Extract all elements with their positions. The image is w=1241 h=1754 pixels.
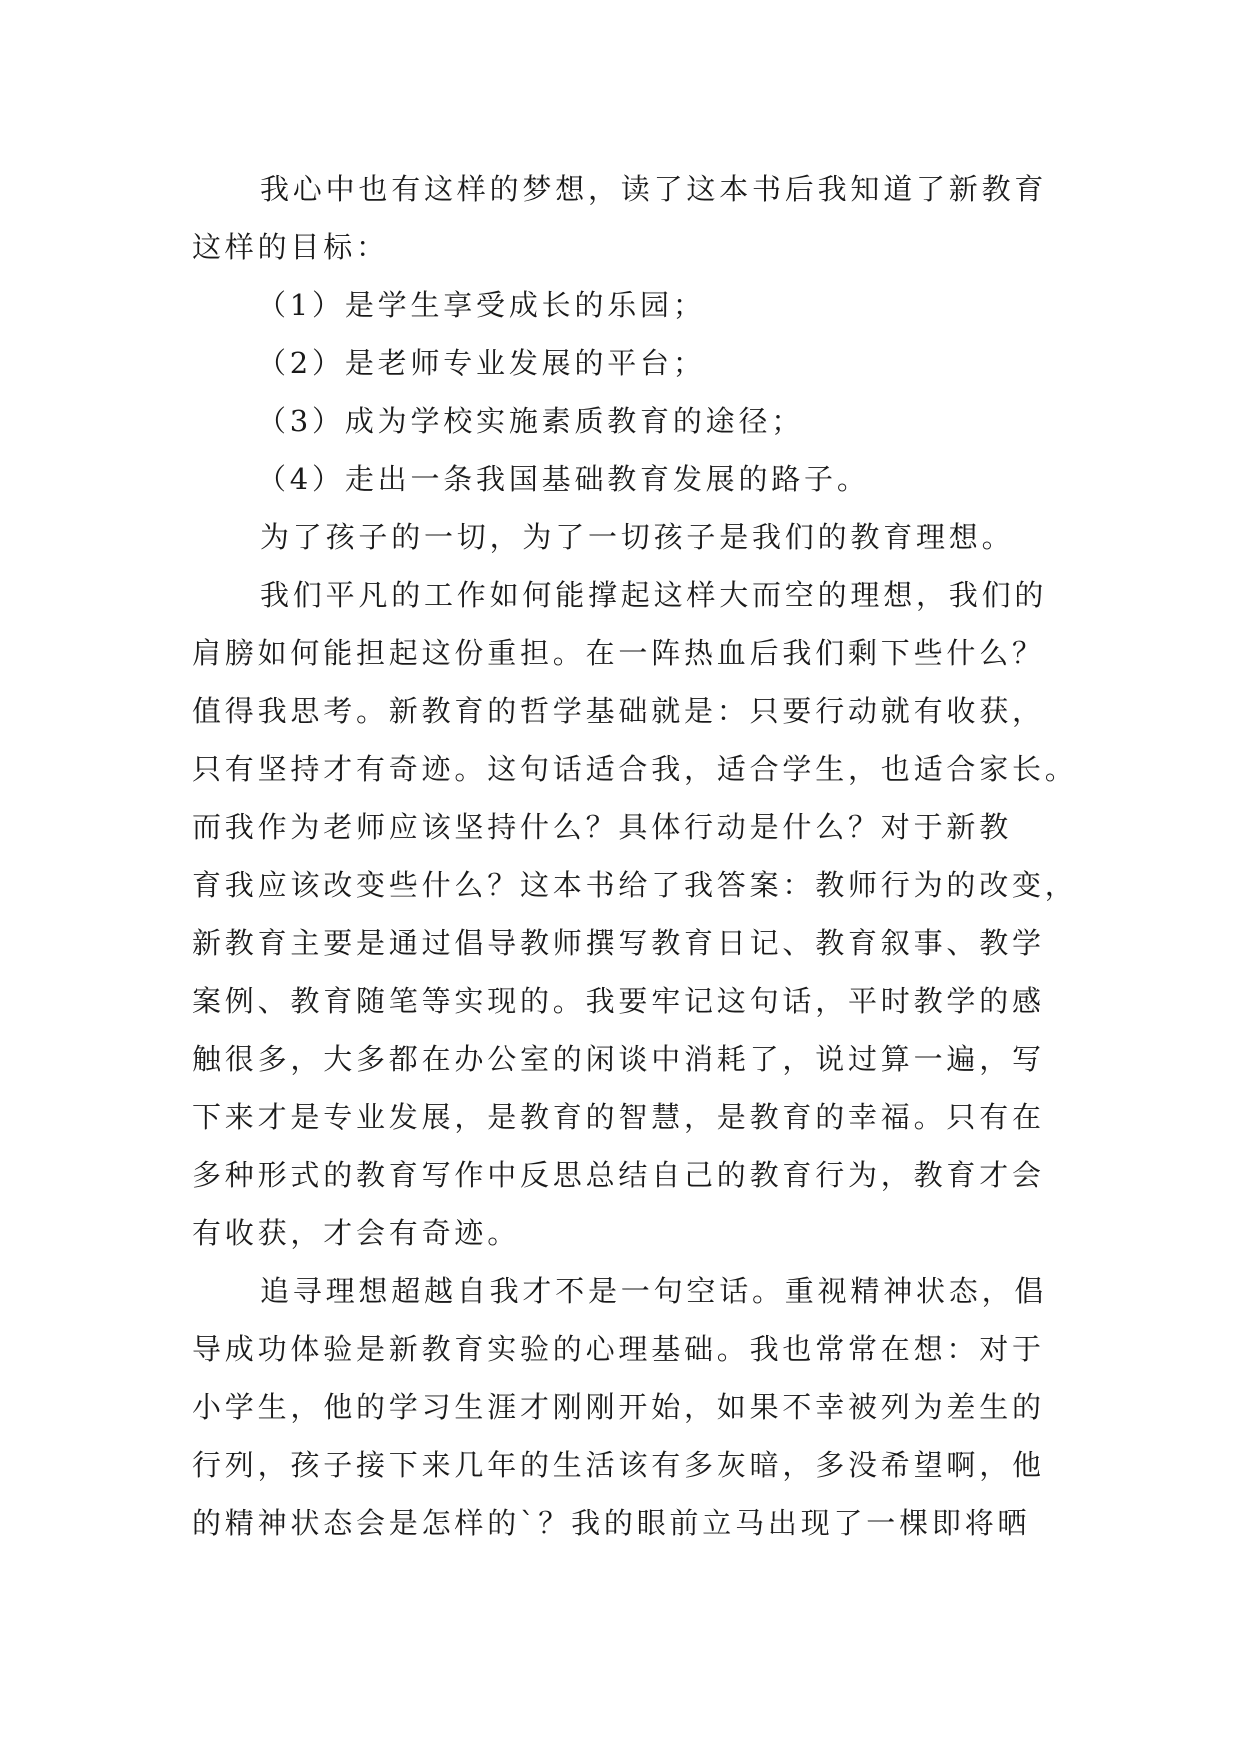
paragraph-line: 新教育主要是通过倡导教师撰写教育日记、教育叙事、教学 [192, 926, 1045, 960]
paragraph-line: 触很多，大多都在办公室的闲谈中消耗了，说过算一遍，写 [192, 1042, 1045, 1076]
paragraph-line: 我心中也有这样的梦想，读了这本书后我知道了新教育 [260, 172, 1048, 206]
paragraph-line: 多种形式的教育写作中反思总结自己的教育行为，教育才会 [192, 1158, 1045, 1192]
list-item: （3）成为学校实施素质教育的途径； [257, 404, 805, 438]
paragraph-line: 导成功体验是新教育实验的心理基础。我也常常在想：对于 [192, 1332, 1045, 1366]
paragraph-line: 追寻理想超越自我才不是一句空话。重视精神状态，倡 [260, 1274, 1048, 1308]
paragraph-line: 有收获，才会有奇迹。 [192, 1216, 521, 1250]
paragraph-line: 值得我思考。新教育的哲学基础就是：只要行动就有收获， [192, 694, 1045, 728]
list-item: （2）是老师专业发展的平台； [257, 346, 706, 380]
paragraph-line: 行列，孩子接下来几年的生活该有多灰暗，多没希望啊，他 [192, 1448, 1045, 1482]
paragraph-line: 案例、教育随笔等实现的。我要牢记这句话，平时教学的感 [192, 984, 1045, 1018]
paragraph-line: 小学生，他的学习生涯才刚刚开始，如果不幸被列为差生的 [192, 1390, 1045, 1424]
paragraph-line: 我们平凡的工作如何能撑起这样大而空的理想，我们的 [260, 578, 1048, 612]
list-item: （4）走出一条我国基础教育发展的路子。 [257, 462, 870, 496]
body-text [192, 160, 1078, 1552]
paragraph-line: 这样的目标： [192, 230, 389, 264]
paragraph-line: 的精神状态会是怎样的`？我的眼前立马出现了一棵即将晒 [192, 1506, 1031, 1540]
paragraph-line: 肩膀如何能担起这份重担。在一阵热血后我们剩下些什么？ [192, 636, 1045, 670]
list-item: （1）是学生享受成长的乐园； [257, 288, 706, 322]
paragraph-line: 只有坚持才有奇迹。这句话适合我，适合学生，也适合家长。 [192, 752, 1078, 786]
paragraph-line: 为了孩子的一切，为了一切孩子是我们的教育理想。 [260, 520, 1015, 554]
paragraph-line: 下来才是专业发展，是教育的智慧，是教育的幸福。只有在 [192, 1100, 1045, 1134]
paragraph-line: 而我作为老师应该坚持什么？具体行动是什么？对于新教 [192, 810, 1013, 844]
paragraph-line: 育我应该改变些什么？这本书给了我答案：教师行为的改变， [192, 868, 1078, 902]
